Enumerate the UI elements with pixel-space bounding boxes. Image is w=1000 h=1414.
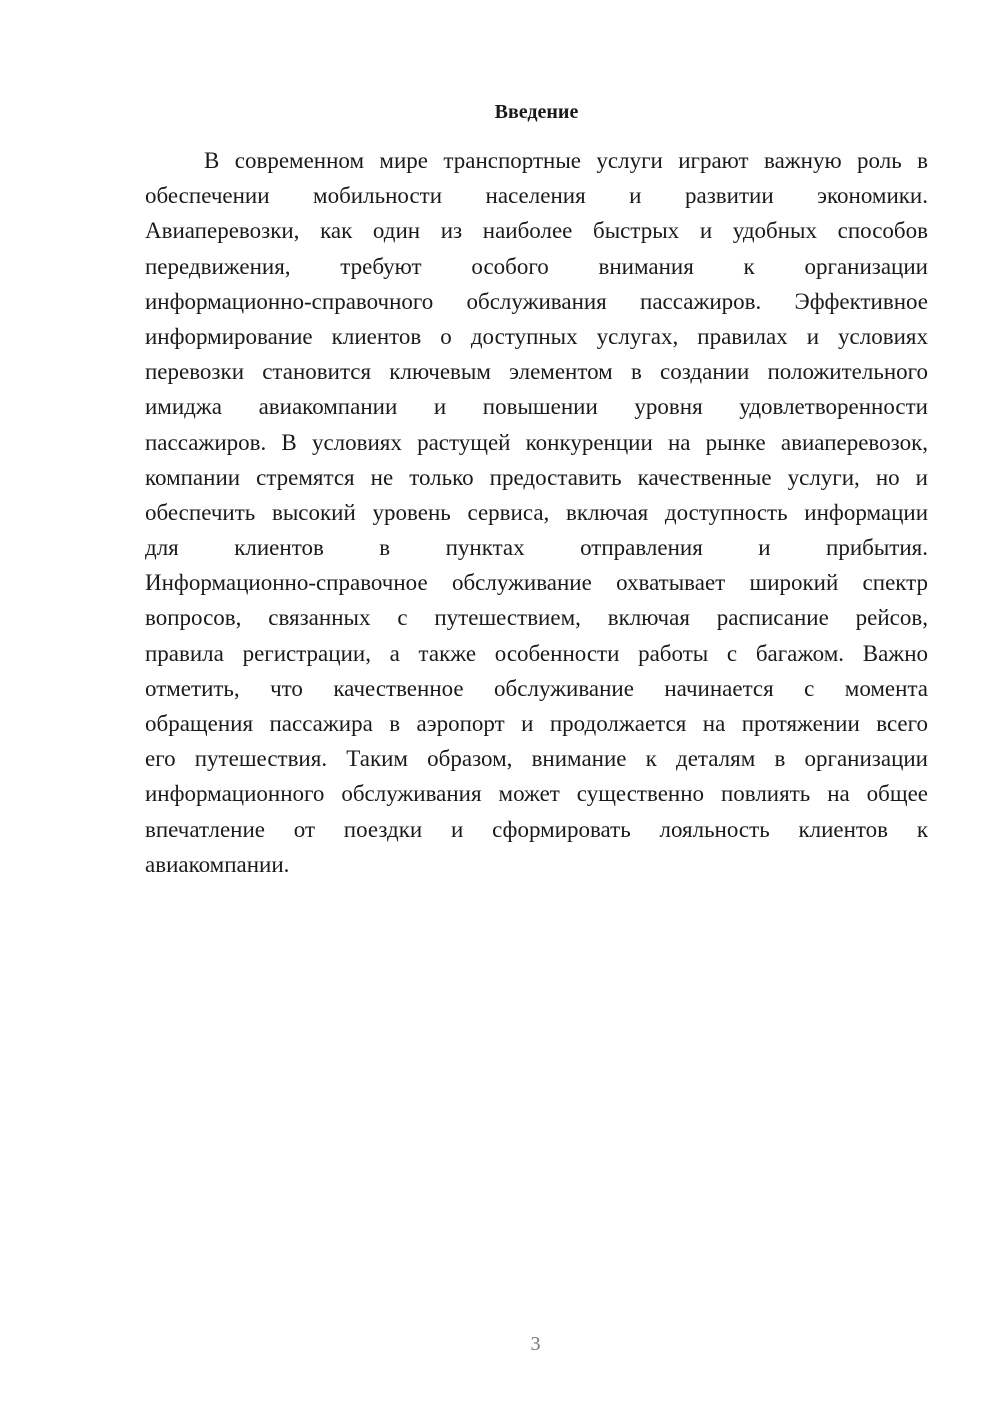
paragraph-line: обращения пассажира в аэропорт и продолжается на протяжении всего: [145, 711, 928, 736]
body-paragraph: [145, 143, 928, 882]
paragraph-line: впечатление от поездки и сформировать лояльность клиентов к: [145, 816, 928, 842]
paragraph-line: Авиаперевозки, как один из наиболее быстрых и удобных способов: [145, 218, 928, 244]
paragraph-line: В современном мире транспортные услуги играют важную роль в: [204, 148, 928, 173]
paragraph-line: авиакомпании.: [145, 851, 290, 877]
page-number: 3: [530, 1333, 541, 1355]
section-heading: Введение: [494, 101, 579, 123]
paragraph-line: информационного обслуживания может существенно повлиять на общее: [145, 781, 928, 807]
paragraph-line: пассажиров. В условиях растущей конкуренции на рынке авиаперевозок,: [145, 429, 928, 455]
paragraph-line: для клиентов в пунктах отправления и прибытия.: [145, 535, 928, 561]
paragraph-line: обеспечить высокий уровень сервиса, включая доступность информации: [145, 499, 928, 525]
paragraph-line: обеспечении мобильности населения и развитии экономики.: [145, 183, 928, 209]
paragraph-line: передвижения, требуют особого внимания к организации: [145, 253, 928, 279]
paragraph-line: вопросов, связанных с путешествием, включая расписание рейсов,: [145, 605, 928, 631]
paragraph-line: перевозки становится ключевым элементом в создании положительного: [145, 359, 928, 385]
paragraph-line: его путешествия. Таким образом, внимание к деталям в организации: [145, 746, 928, 772]
paragraph-line: имиджа авиакомпании и повышении уровня удовлетворенности: [145, 394, 928, 420]
paragraph-line: информационно-справочного обслуживания пассажиров. Эффективное: [145, 288, 928, 314]
paragraph-line: Информационно-справочное обслуживание охватывает широкий спектр: [145, 570, 928, 596]
paragraph-line: компании стремятся не только предоставить качественные услуги, но и: [145, 464, 928, 490]
paragraph-line: отметить, что качественное обслуживание начинается с момента: [145, 675, 928, 701]
paragraph-line: информирование клиентов о доступных услугах, правилах и условиях: [145, 323, 928, 349]
paragraph-line: правила регистрации, а также особенности работы с багажом. Важно: [145, 640, 928, 666]
